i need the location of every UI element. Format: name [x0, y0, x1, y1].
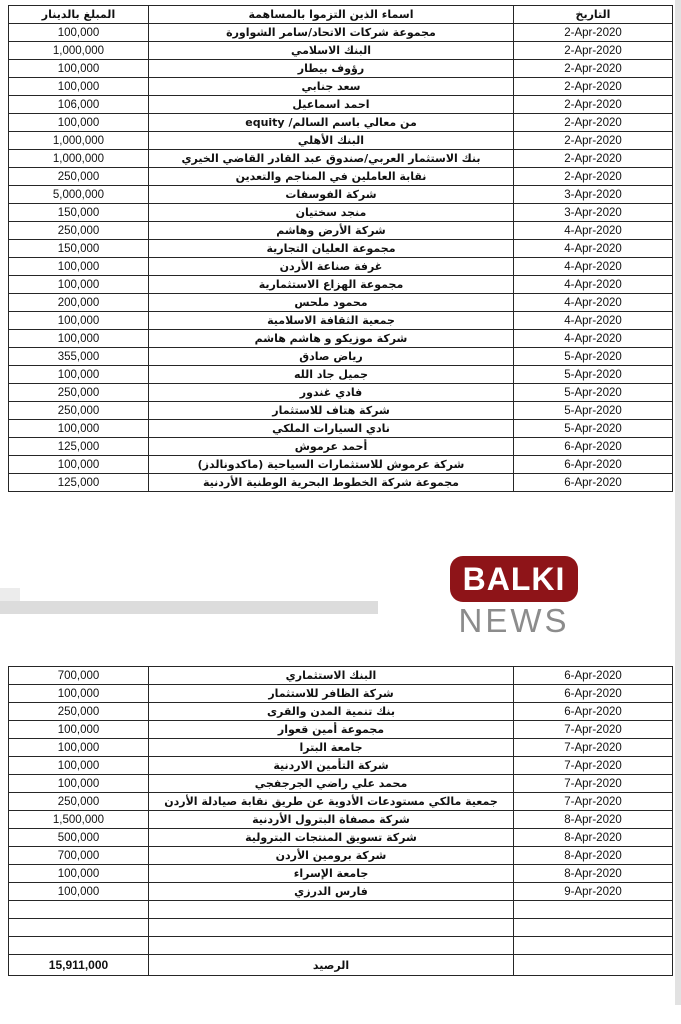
- amount-cell: 100,000: [9, 330, 149, 348]
- name-cell: جامعة الإسراء: [149, 865, 514, 883]
- amount-cell: 250,000: [9, 222, 149, 240]
- logo-subtitle: NEWS: [458, 602, 570, 639]
- table-row: [9, 456, 673, 474]
- name-cell: فادي غندور: [149, 384, 514, 402]
- table-row: [9, 78, 673, 96]
- date-cell: 4-Apr-2020: [514, 330, 673, 348]
- name-cell: بنك تنمية المدن والقرى: [149, 703, 514, 721]
- table-row: [9, 330, 673, 348]
- amount-cell: 5,000,000: [9, 186, 149, 204]
- date-cell: [514, 937, 673, 955]
- table-row: [9, 919, 673, 937]
- name-cell: فارس الدرزي: [149, 883, 514, 901]
- name-cell: رؤوف بيطار: [149, 60, 514, 78]
- total-date-cell: [514, 955, 673, 976]
- table-row: [9, 775, 673, 793]
- table-row: [9, 366, 673, 384]
- amount-cell: 100,000: [9, 739, 149, 757]
- table-row: [9, 24, 673, 42]
- name-cell: شركة الظافر للاستثمار: [149, 685, 514, 703]
- table-row: [9, 420, 673, 438]
- date-cell: 5-Apr-2020: [514, 420, 673, 438]
- table-row: [9, 829, 673, 847]
- table-row: [9, 186, 673, 204]
- table-row: [9, 60, 673, 78]
- table-row: [9, 348, 673, 366]
- amount-cell: 700,000: [9, 847, 149, 865]
- contributions-table-upper: [8, 5, 673, 492]
- date-cell: 8-Apr-2020: [514, 829, 673, 847]
- amount-cell: 100,000: [9, 114, 149, 132]
- table-row: [9, 865, 673, 883]
- date-cell: 4-Apr-2020: [514, 294, 673, 312]
- name-cell: [149, 937, 514, 955]
- name-cell: مجموعة شركات الاتحاد/سامر الشواورة: [149, 24, 514, 42]
- date-cell: 7-Apr-2020: [514, 757, 673, 775]
- amount-cell: 200,000: [9, 294, 149, 312]
- table-row: [9, 132, 673, 150]
- amount-cell: 100,000: [9, 865, 149, 883]
- date-cell: 4-Apr-2020: [514, 222, 673, 240]
- amount-cell: 250,000: [9, 384, 149, 402]
- amount-cell: 100,000: [9, 366, 149, 384]
- balki-news-logo: [450, 556, 578, 639]
- table-row: [9, 721, 673, 739]
- table-row: [9, 294, 673, 312]
- date-cell: 3-Apr-2020: [514, 186, 673, 204]
- name-cell: مجموعة العليان التجارية: [149, 240, 514, 258]
- table-row: [9, 114, 673, 132]
- amount-cell: 250,000: [9, 168, 149, 186]
- name-cell: محمود ملحس: [149, 294, 514, 312]
- amount-cell: [9, 919, 149, 937]
- amount-cell: 106,000: [9, 96, 149, 114]
- amount-cell: 100,000: [9, 685, 149, 703]
- amount-cell: 100,000: [9, 78, 149, 96]
- name-cell: [149, 919, 514, 937]
- contributions-table-lower: [8, 666, 673, 976]
- date-cell: 4-Apr-2020: [514, 312, 673, 330]
- amount-cell: 125,000: [9, 474, 149, 492]
- name-cell: بنك الاستثمار العربي/صندوق عبد القادر القاضي الخيري: [149, 150, 514, 168]
- date-cell: 7-Apr-2020: [514, 721, 673, 739]
- amount-cell: 250,000: [9, 793, 149, 811]
- date-cell: 2-Apr-2020: [514, 42, 673, 60]
- table-row: [9, 703, 673, 721]
- name-cell: البنك الأهلي: [149, 132, 514, 150]
- name-cell: جمعية الثقافة الاسلامية: [149, 312, 514, 330]
- date-cell: 8-Apr-2020: [514, 811, 673, 829]
- name-cell: أحمد عرموش: [149, 438, 514, 456]
- name-cell: شركة برومين الأردن: [149, 847, 514, 865]
- name-cell: [149, 901, 514, 919]
- amount-cell: 100,000: [9, 757, 149, 775]
- name-cell: احمد اسماعيل: [149, 96, 514, 114]
- scan-artifact-bar-small: [0, 588, 20, 601]
- date-cell: 2-Apr-2020: [514, 60, 673, 78]
- table-row: [9, 384, 673, 402]
- table-row: [9, 258, 673, 276]
- amount-cell: 100,000: [9, 775, 149, 793]
- name-cell: شركة مصفاة البترول الأردنية: [149, 811, 514, 829]
- date-cell: 5-Apr-2020: [514, 348, 673, 366]
- amount-cell: 1,000,000: [9, 150, 149, 168]
- table-row: [9, 96, 673, 114]
- table-header-row: [9, 6, 673, 24]
- name-cell: شركة الفوسفات: [149, 186, 514, 204]
- date-cell: 2-Apr-2020: [514, 168, 673, 186]
- name-cell: مجموعة الهزاع الاستثمارية: [149, 276, 514, 294]
- date-cell: 2-Apr-2020: [514, 132, 673, 150]
- amount-cell: [9, 901, 149, 919]
- date-cell: 2-Apr-2020: [514, 24, 673, 42]
- table-row: [9, 811, 673, 829]
- table-row: [9, 312, 673, 330]
- name-cell: نادي السيارات الملكي: [149, 420, 514, 438]
- total-label-cell: الرصيد: [149, 955, 514, 976]
- date-cell: 2-Apr-2020: [514, 96, 673, 114]
- date-cell: 2-Apr-2020: [514, 114, 673, 132]
- name-cell: نقابة العاملين في المناجم والتعدين: [149, 168, 514, 186]
- name-cell: منجد سختيان: [149, 204, 514, 222]
- table-row: [9, 402, 673, 420]
- table-row: [9, 438, 673, 456]
- amount-cell: 250,000: [9, 703, 149, 721]
- total-amount-cell: 15,911,000: [9, 955, 149, 976]
- amount-column-header: المبلغ بالدينار: [9, 6, 149, 24]
- amount-cell: 1,500,000: [9, 811, 149, 829]
- date-cell: 8-Apr-2020: [514, 865, 673, 883]
- date-cell: [514, 901, 673, 919]
- scan-artifact-bar-wide: [0, 601, 378, 614]
- name-cell: شركة عرموش للاستثمارات السياحية (ماكدونالدز): [149, 456, 514, 474]
- date-cell: 6-Apr-2020: [514, 456, 673, 474]
- date-cell: 9-Apr-2020: [514, 883, 673, 901]
- amount-cell: 100,000: [9, 24, 149, 42]
- total-row: [9, 955, 673, 976]
- page-edge-strip: [675, 0, 681, 1005]
- name-cell: مجموعة أمين قعوار: [149, 721, 514, 739]
- table-row: [9, 937, 673, 955]
- logo-wordmark: BALKI: [450, 556, 578, 602]
- amount-cell: 100,000: [9, 721, 149, 739]
- amount-cell: 150,000: [9, 204, 149, 222]
- name-cell: شركة الأرض وهاشم: [149, 222, 514, 240]
- amount-cell: [9, 937, 149, 955]
- amount-cell: 125,000: [9, 438, 149, 456]
- date-cell: 6-Apr-2020: [514, 685, 673, 703]
- amount-cell: 500,000: [9, 829, 149, 847]
- table-row: [9, 667, 673, 685]
- date-cell: 6-Apr-2020: [514, 438, 673, 456]
- table-row: [9, 204, 673, 222]
- table-row: [9, 150, 673, 168]
- name-cell: البنك الاسلامي: [149, 42, 514, 60]
- amount-cell: 150,000: [9, 240, 149, 258]
- name-cell: شركة هتاف للاستثمار: [149, 402, 514, 420]
- date-cell: 4-Apr-2020: [514, 240, 673, 258]
- names-column-header: اسماء الذين التزموا بالمساهمة: [149, 6, 514, 24]
- table-row: [9, 276, 673, 294]
- name-cell: غرفة صناعة الأردن: [149, 258, 514, 276]
- name-cell: من معالي باسم السالم/ equity: [149, 114, 514, 132]
- name-cell: محمد علي راضي الجرجفجي: [149, 775, 514, 793]
- table-row: [9, 883, 673, 901]
- date-cell: 5-Apr-2020: [514, 366, 673, 384]
- date-cell: 7-Apr-2020: [514, 739, 673, 757]
- amount-cell: 1,000,000: [9, 42, 149, 60]
- amount-cell: 355,000: [9, 348, 149, 366]
- date-cell: [514, 919, 673, 937]
- date-cell: 3-Apr-2020: [514, 204, 673, 222]
- date-cell: 7-Apr-2020: [514, 775, 673, 793]
- amount-cell: 100,000: [9, 312, 149, 330]
- date-cell: 6-Apr-2020: [514, 667, 673, 685]
- date-cell: 2-Apr-2020: [514, 78, 673, 96]
- table-row: [9, 168, 673, 186]
- table-row: [9, 901, 673, 919]
- date-cell: 6-Apr-2020: [514, 703, 673, 721]
- date-cell: 4-Apr-2020: [514, 258, 673, 276]
- amount-cell: 100,000: [9, 883, 149, 901]
- amount-cell: 100,000: [9, 456, 149, 474]
- amount-cell: 100,000: [9, 60, 149, 78]
- table-row: [9, 793, 673, 811]
- name-cell: رياض صادق: [149, 348, 514, 366]
- table-row: [9, 240, 673, 258]
- amount-cell: 100,000: [9, 420, 149, 438]
- table-row: [9, 739, 673, 757]
- date-cell: 7-Apr-2020: [514, 793, 673, 811]
- date-cell: 8-Apr-2020: [514, 847, 673, 865]
- name-cell: جميل جاد الله: [149, 366, 514, 384]
- amount-cell: 1,000,000: [9, 132, 149, 150]
- amount-cell: 100,000: [9, 276, 149, 294]
- name-cell: البنك الاستثماري: [149, 667, 514, 685]
- name-cell: مجموعة شركة الخطوط البحرية الوطنية الأردنية: [149, 474, 514, 492]
- table-row: [9, 222, 673, 240]
- date-cell: 6-Apr-2020: [514, 474, 673, 492]
- date-column-header: التاريخ: [514, 6, 673, 24]
- table-row: [9, 474, 673, 492]
- table-row: [9, 42, 673, 60]
- name-cell: جمعية مالكي مستودعات الأدوية عن طريق نقابة صيادلة الأردن: [149, 793, 514, 811]
- date-cell: 5-Apr-2020: [514, 402, 673, 420]
- date-cell: 5-Apr-2020: [514, 384, 673, 402]
- table-row: [9, 685, 673, 703]
- table-row: [9, 847, 673, 865]
- date-cell: 2-Apr-2020: [514, 150, 673, 168]
- amount-cell: 100,000: [9, 258, 149, 276]
- amount-cell: 700,000: [9, 667, 149, 685]
- table-row: [9, 757, 673, 775]
- name-cell: شركة التأمين الاردنية: [149, 757, 514, 775]
- name-cell: سعد جنابي: [149, 78, 514, 96]
- date-cell: 4-Apr-2020: [514, 276, 673, 294]
- amount-cell: 250,000: [9, 402, 149, 420]
- name-cell: جامعة البترا: [149, 739, 514, 757]
- name-cell: شركة موزيكو و هاشم هاشم: [149, 330, 514, 348]
- name-cell: شركة تسويق المنتجات البترولية: [149, 829, 514, 847]
